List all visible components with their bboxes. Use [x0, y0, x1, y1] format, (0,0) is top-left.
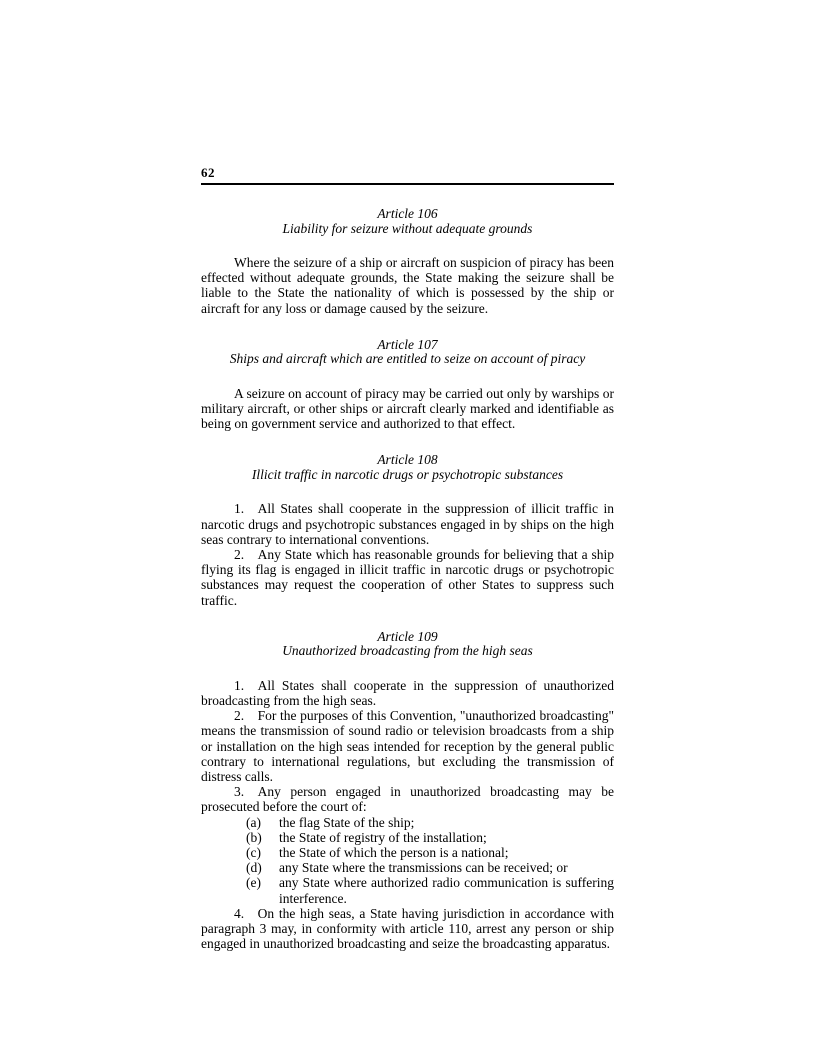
paragraph: 2. For the purposes of this Convention, "unauthorized broadcasting" means the transmission of sound radio or television broadcasts from a ship or installation on the high seas intended for reception by the general public contrary to international regulations, but excluding the transmission of distress calls. [201, 708, 614, 785]
paragraph: 4. On the high seas, a State having jurisdiction in accordance with paragraph 3 may, in conformity with article 110, arrest any person or ship engaged in unauthorized broadcasting and seize the broadcasting apparatus. [201, 905, 614, 952]
article-title: Unauthorized broadcasting from the high seas [282, 643, 533, 659]
paragraph: A seizure on account of piracy may be carried out only by warships or military aircraft, or other ships or aircraft clearly marked and identifiable as being on government service and authorized to that effect. [201, 385, 614, 432]
list-item [201, 860, 614, 875]
paragraph: 1. All States shall cooperate in the suppression of illicit traffic in narcotic drugs and psychotropic substances engaged in by ships on the high seas contrary to international conventions. [201, 501, 614, 547]
article-number: Article 108 [377, 452, 438, 468]
article-107 [201, 338, 614, 432]
list-item [201, 830, 614, 845]
list-item-text: any State where the transmissions can be received; or [279, 860, 568, 876]
list-item [201, 845, 614, 860]
article-106 [201, 207, 614, 316]
list-item-text: the flag State of the ship; [279, 814, 415, 830]
article-title: Ships and aircraft which are entitled to seize on account of piracy [229, 351, 586, 367]
page-number: 62 [201, 165, 215, 180]
paragraph: Where the seizure of a ship or aircraft on suspicion of piracy has been effected without adequate grounds, the State making the seizure shall be liable to the State the nationality of which is possessed by the ship or aircraft for any loss or damage caused by the seizure. [201, 255, 614, 316]
list-item-label: (e) [246, 875, 261, 891]
list-item-label: (b) [246, 829, 262, 845]
article-number: Article 106 [377, 206, 438, 221]
list-item [201, 815, 614, 830]
list-item-text: the State of registry of the installation; [279, 829, 487, 845]
article-109 [201, 630, 614, 952]
article-title: Illicit traffic in narcotic drugs or psychotropic substances [251, 466, 564, 482]
list-item-text: any State where authorized radio communication is suffering interference. [279, 875, 614, 906]
paragraph: 1. All States shall cooperate in the suppression of unauthorized broadcasting from the high seas. [201, 677, 614, 709]
list-item-text: the State of which the person is a national; [279, 845, 509, 861]
paragraph: 3. Any person engaged in unauthorized broadcasting may be prosecuted before the court of: [201, 784, 614, 815]
list-item-label: (a) [246, 814, 261, 830]
article-number: Article 109 [377, 628, 438, 644]
page-header [201, 164, 614, 185]
court-list [201, 815, 614, 906]
list-item [201, 875, 614, 905]
list-item-label: (c) [246, 845, 261, 861]
page-content [201, 164, 614, 952]
list-item-label: (d) [246, 860, 262, 876]
article-number: Article 107 [377, 336, 438, 352]
article-108 [201, 453, 614, 607]
paragraph: 2. Any State which has reasonable grounds for believing that a ship flying its flag is engaged in illicit traffic in narcotic drugs or psychotropic substances may request the cooperation of other States to suppress such traffic. [201, 547, 614, 608]
article-title: Liability for seizure without adequate grounds [282, 220, 533, 236]
